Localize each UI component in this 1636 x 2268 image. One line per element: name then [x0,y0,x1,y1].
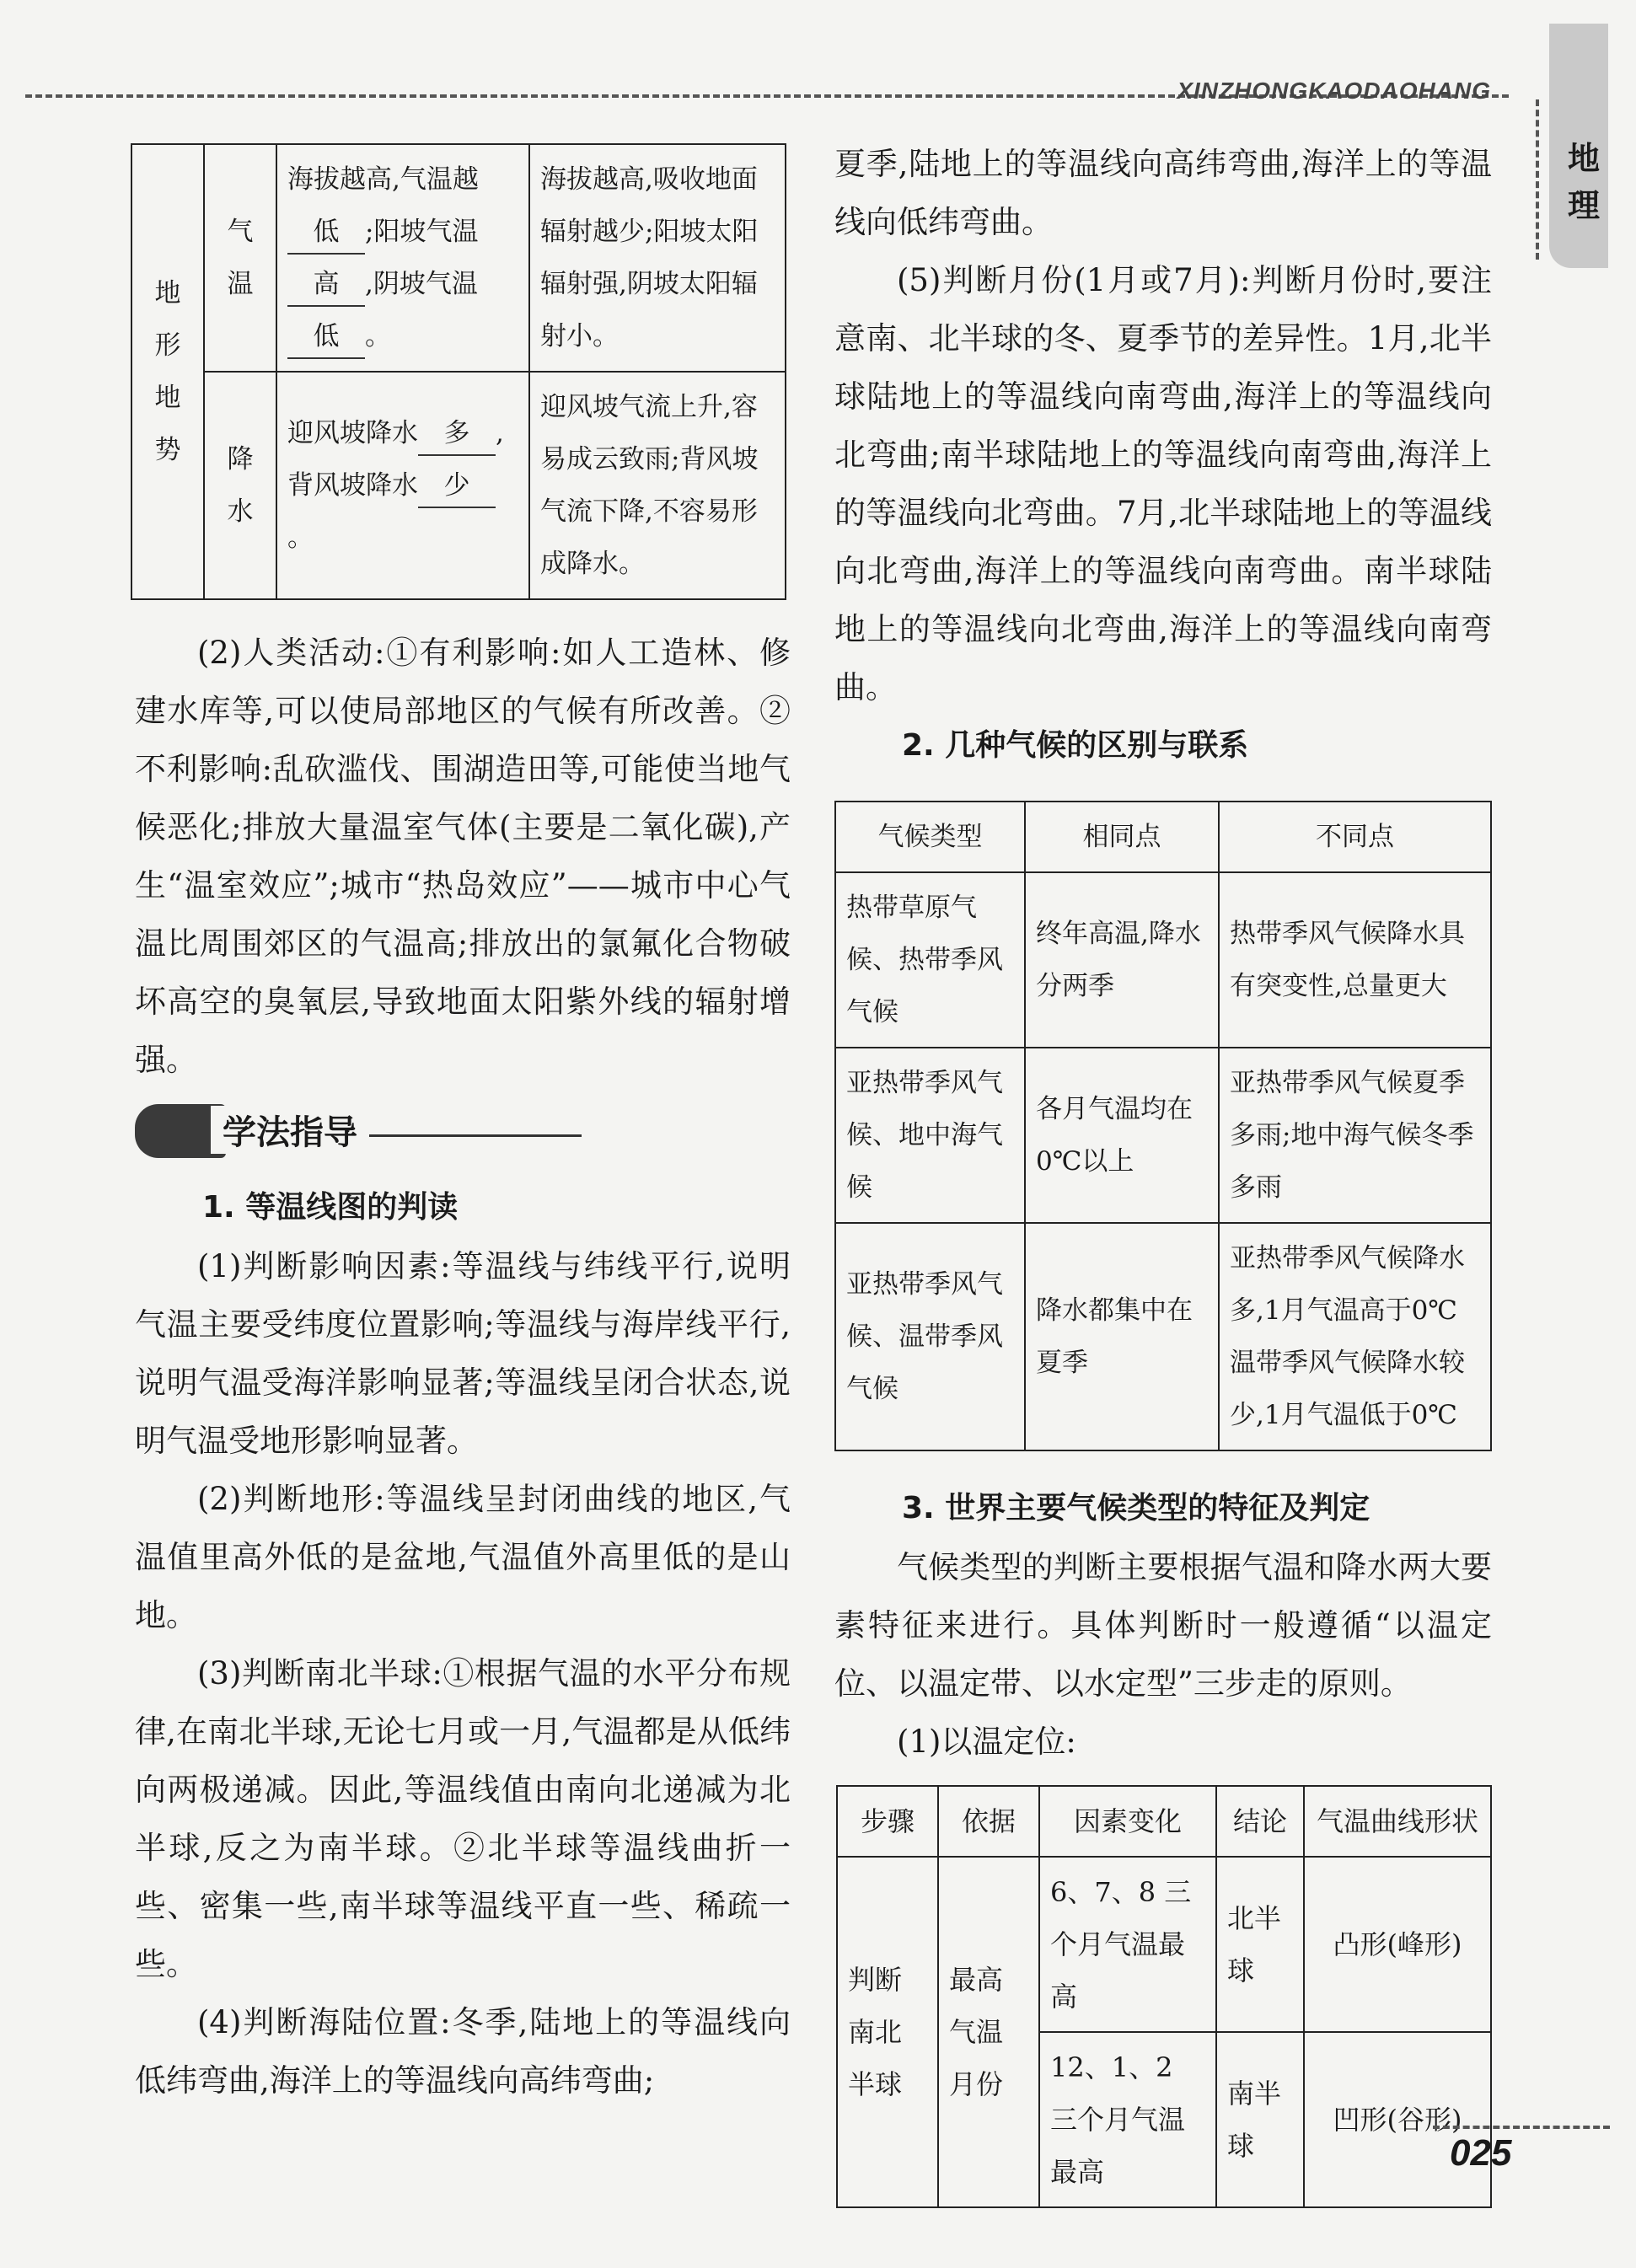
right-column-top [834,135,1492,775]
temp-text-a: 海拔越高,气温越 [287,164,479,195]
banner-title: 学法指导 [211,1106,369,1154]
conclusion-cell: 南半球 [1216,2032,1304,2207]
table-cell: 亚热带季风气候、地中海气候 [835,1048,1025,1223]
banner-rule [354,1134,582,1137]
rain-blank-1: 多 [418,412,496,456]
rain-label: 降水 [204,372,276,599]
row-head: 地形地势 [131,144,204,599]
table-header-row [837,1786,1491,1857]
left-column-human [135,624,791,1089]
table-header-row [835,802,1491,872]
rain-text-a: 迎风坡降水 [287,418,418,448]
temp-blank-3: 低 [287,315,365,359]
subject-tab-label: 地理 [1568,139,1601,224]
table-cell: 亚热带季风气候夏季多雨;地中海气候冬季多雨 [1219,1048,1491,1223]
section-heading-2: 2. 几种气候的区别与联系 [902,728,1249,763]
rain-cell [276,372,529,599]
header-cell: 气温曲线形状 [1304,1786,1491,1857]
rain-reason: 迎风坡气流上升,容易成云致雨;背风坡气流下降,不容易形成降水。 [529,372,786,599]
rain-blank-2: 少 [418,464,496,508]
temperature-step-table [836,1785,1492,2208]
section-heading-3: 3. 世界主要气候类型的特征及判定 [902,1491,1370,1525]
conclusion-cell: 北半球 [1216,1857,1304,2032]
header-cell: 因素变化 [1039,1786,1216,1857]
paragraph-4: (4)判断海陆位置:冬季,陆地上的等温线向低纬弯曲,海洋上的等温线向高纬弯曲; [135,2004,791,2099]
header-cell: 依据 [938,1786,1039,1857]
table-cell: 热带季风气候降水具有突变性,总量更大 [1219,872,1491,1048]
shape-cell: 凹形(谷形) [1304,2032,1491,2207]
table-row [835,872,1491,1048]
paragraph-3: (3)判断南北半球:①根据气温的水平分布规律,在南北半球,无论七月或一月,气温都是从低纬向两极递减。因此,等温线值由南向北递减为北半球,反之为南半球。②北半球等温线曲折一些、密集一些,南半球等温线平直一些、稀疏一些。 [135,1655,791,1982]
rain-text-c: 。 [287,523,314,553]
temp-text-d: 。 [365,321,391,351]
paragraph-4-cont: 夏季,陆地上的等温线向高纬弯曲,海洋上的等温线向低纬弯曲。 [834,146,1492,240]
step-cell: 判断南北半球 [837,1857,938,2207]
terrain-table [131,143,786,600]
table-row [835,1048,1491,1223]
page-number: 025 [1450,2132,1512,2174]
header-cell: 不同点 [1219,802,1491,872]
paragraph-1: (1)判断影响因素:等温线与纬线平行,说明气温主要受纬度位置影响;等温线与海岸线平行,说明气温受海洋影响显著;等温线呈闭合状态,说明气温受地形影响显著。 [135,1248,791,1459]
footer-dashed-rule [1433,2126,1610,2129]
temp-label: 气温 [204,144,276,372]
paragraph-2: (2)判断地形:等温线呈封闭曲线的地区,气温值里高外低的是盆地,气温值外高里低的是山地。 [135,1481,791,1633]
running-header: XINZHONGKAODAOHANG [1177,78,1491,104]
table-cell: 热带草原气候、热带季风气候 [835,872,1025,1048]
study-method-banner [135,1104,447,1158]
header-cell: 相同点 [1025,802,1219,872]
temp-cell [276,144,529,372]
rain-text-b: ,背风坡降水 [287,418,504,501]
section-heading-1: 1. 等温线图的判读 [202,1190,459,1225]
right-column-bottom [834,1479,1492,1771]
temp-reason: 海拔越高,吸收地面辐射越少;阳坡太阳辐射强,阴坡太阳辐射小。 [529,144,786,372]
table-cell: 降水都集中在夏季 [1025,1223,1219,1450]
human-activity-paragraph: (2)人类活动:①有利影响:如人工造林、修建水库等,可以使局部地区的气候有所改善。②不利影响:乱砍滥伐、围湖造田等,可能使当地气候恶化;排放大量温室气体(主要是二氧化碳),产生“温室效应”;城市“热岛效应”——城市中心气温比周围郊区的气温高;排放出的氯氟化合物破坏高空的臭氧层,导致地面太阳紫外线的辐射增强。 [135,635,791,1078]
header-cell: 气候类型 [835,802,1025,872]
table-cell: 亚热带季风气候降水多,1月气温高于0℃温带季风气候降水较少,1月气温低于0℃ [1219,1223,1491,1450]
header-cell: 结论 [1216,1786,1304,1857]
change-cell: 12、1、2 三个月气温最高 [1039,2032,1216,2207]
left-column-method [135,1178,791,2110]
climate-compare-table [834,801,1492,1451]
shape-cell: 凸形(峰形) [1304,1857,1491,2032]
header-cell: 步骤 [837,1786,938,1857]
tab-dashed-rule [1536,99,1539,260]
table-row [131,372,786,599]
temp-text-c: ,阴坡气温 [365,269,478,299]
table-row [837,1857,1491,2032]
temp-blank-2: 高 [287,263,365,307]
table-cell: 各月气温均在0℃以上 [1025,1048,1219,1223]
paragraph-7: (1)以温定位: [897,1724,1076,1760]
paragraph-5: (5)判断月份(1月或7月):判断月份时,要注意南、北半球的冬、夏季节的差异性。1月,北半球陆地上的等温线向南弯曲,海洋上的等温线向北弯曲;南半球陆地上的等温线向南弯曲,海洋上的等温线向北弯曲。7月,北半球陆地上的等温线向北弯曲,海洋上的等温线向南弯曲。南半球陆地上的等温线向北弯曲,海洋上的等温线向南弯曲。 [834,262,1492,705]
table-row [835,1223,1491,1450]
paragraph-6: 气候类型的判断主要根据气温和降水两大要素特征来进行。具体判断时一般遵循“以温定位、以温定带、以水定型”三步走的原则。 [834,1549,1492,1702]
basis-cell: 最高气温月份 [938,1857,1039,2207]
temp-text-b: ;阳坡气温 [365,217,479,247]
change-cell: 6、7、8 三个月气温最高 [1039,1857,1216,2032]
table-cell: 终年高温,降水分两季 [1025,872,1219,1048]
table-row [131,144,786,372]
table-cell: 亚热带季风气候、温带季风气候 [835,1223,1025,1450]
temp-blank-1: 低 [287,211,365,255]
